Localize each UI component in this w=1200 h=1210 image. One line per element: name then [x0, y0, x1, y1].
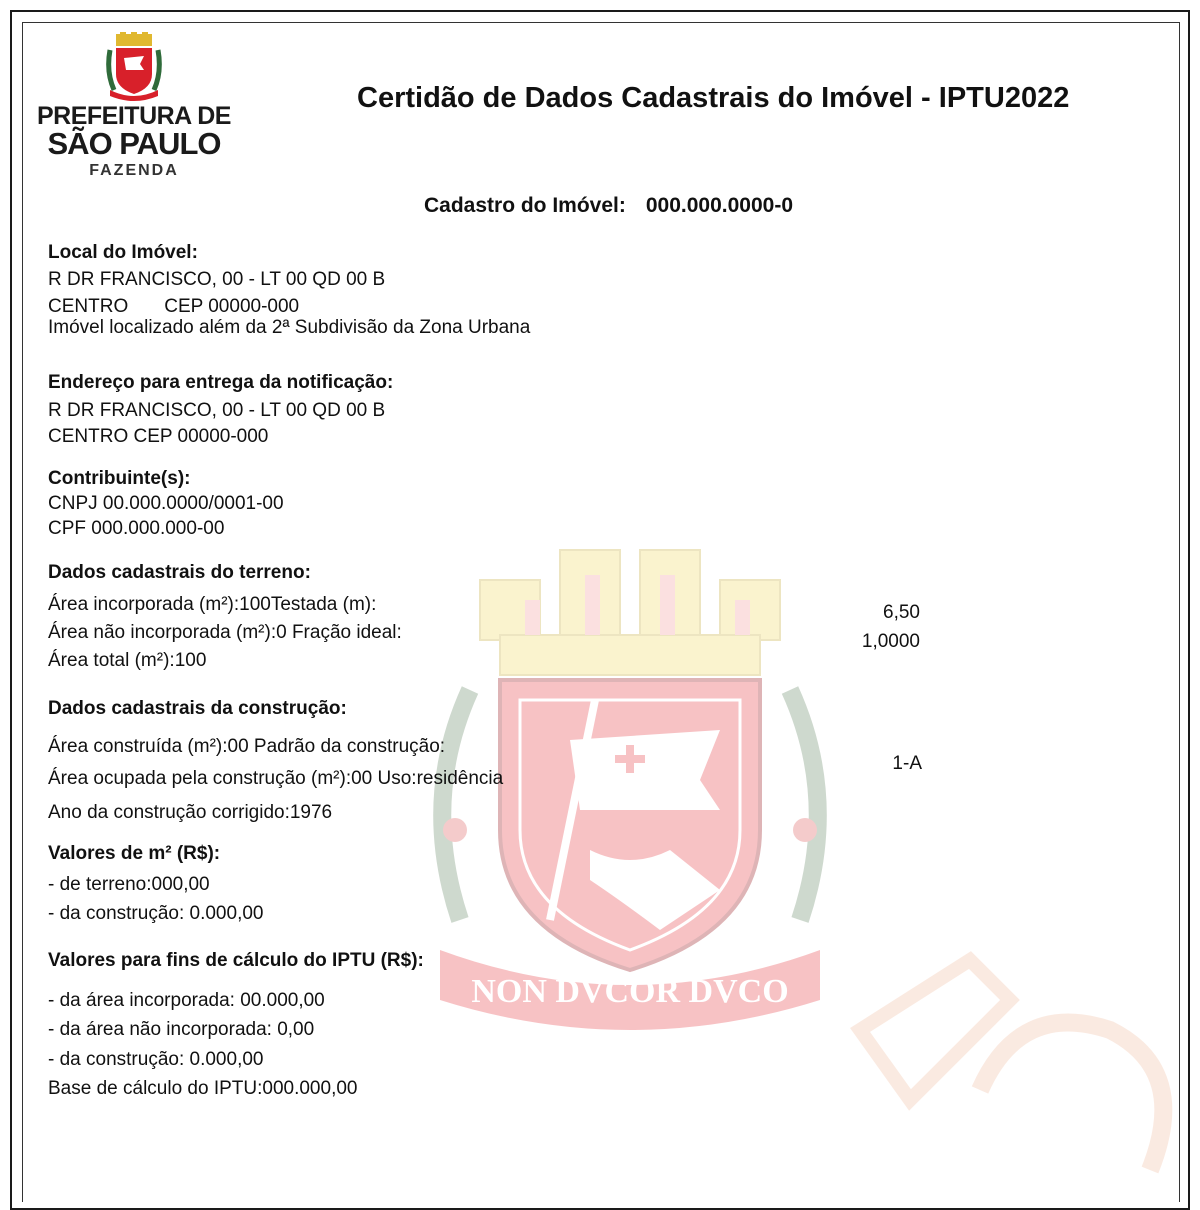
local-bairro-cep: [48, 296, 299, 318]
crest-icon: [106, 32, 162, 102]
logo-prefeitura-text: PREFEITURA DE: [37, 102, 231, 130]
valores-m2-heading: Valores de m² (R$):: [48, 843, 221, 864]
local-heading: Local do Imóvel:: [48, 242, 198, 263]
local-zona: Imóvel localizado além da 2ª Subdivisão da Zona Urbana: [48, 317, 531, 338]
logo-fazenda-text: FAZENDA: [89, 162, 179, 179]
terreno-area-total: Área total (m²):100: [48, 650, 207, 671]
laurel-right: [790, 690, 818, 920]
motto-text: NON DVCOR DVCO: [471, 973, 789, 1010]
laurel-left: [442, 690, 470, 920]
local-cep: CEP 00000-000: [164, 296, 300, 317]
base-calculo-iptu: Base de cálculo do IPTU:000.000,00: [48, 1078, 358, 1099]
terreno-area-nao-incorporada: Área não incorporada (m²):0 Fração ideal:: [48, 622, 402, 643]
logo-city-text: SÃO PAULO: [47, 126, 221, 161]
contribuinte-cnpj: CNPJ 00.000.0000/0001-00: [48, 493, 284, 514]
construcao-heading: Dados cadastrais da construção:: [48, 698, 347, 719]
terreno-testada-value: 6,50: [883, 602, 920, 623]
construcao-padrao-value: 1-A: [892, 753, 922, 774]
shield-shape: [500, 680, 760, 970]
construcao-area-ocupada: Área ocupada pela construção (m²):00 Uso:residência: [48, 768, 504, 789]
entrega-heading: Endereço para entrega da notificação:: [48, 372, 394, 393]
q-watermark: [850, 940, 1190, 1200]
valor-m2-construcao: - da construção: 0.000,00: [48, 903, 264, 924]
construcao-area-construida: Área construída (m²):00 Padrão da construção:: [48, 736, 446, 757]
local-bairro: CENTRO: [48, 296, 129, 317]
entrega-bairro-cep: CENTRO CEP 00000-000: [48, 426, 269, 447]
terreno-heading: Dados cadastrais do terreno:: [48, 562, 311, 583]
valor-iptu-incorporada: - da área incorporada: 00.000,00: [48, 990, 325, 1011]
cadastro-line: [424, 194, 793, 218]
valor-iptu-nao-incorporada: - da área não incorporada: 0,00: [48, 1019, 315, 1040]
valor-iptu-construcao: - da construção: 0.000,00: [48, 1049, 264, 1070]
contribuintes-heading: Contribuinte(s):: [48, 468, 191, 489]
cadastro-label: Cadastro do Imóvel:: [424, 194, 626, 217]
terreno-fracao-value: 1,0000: [861, 631, 920, 652]
valores-iptu-heading: Valores para fins de cálculo do IPTU (R$):: [48, 950, 424, 971]
contribuinte-cpf: CPF 000.000.000-00: [48, 518, 225, 539]
cadastro-value: 000.000.0000-0: [645, 194, 794, 217]
entrega-address: R DR FRANCISCO, 00 - LT 00 QD 00 B: [48, 400, 386, 421]
local-address: R DR FRANCISCO, 00 - LT 00 QD 00 B: [48, 269, 386, 290]
document-title: Certidão de Dados Cadastrais do Imóvel - IPTU2022: [357, 82, 1070, 114]
valor-m2-terreno: - de terreno:000,00: [48, 874, 210, 895]
construcao-ano: Ano da construção corrigido:1976: [48, 802, 333, 823]
terreno-area-incorporada: Área incorporada (m²):100Testada (m):: [48, 594, 377, 615]
coat-of-arms-watermark: [420, 540, 840, 1040]
prefeitura-logo: [36, 28, 236, 188]
